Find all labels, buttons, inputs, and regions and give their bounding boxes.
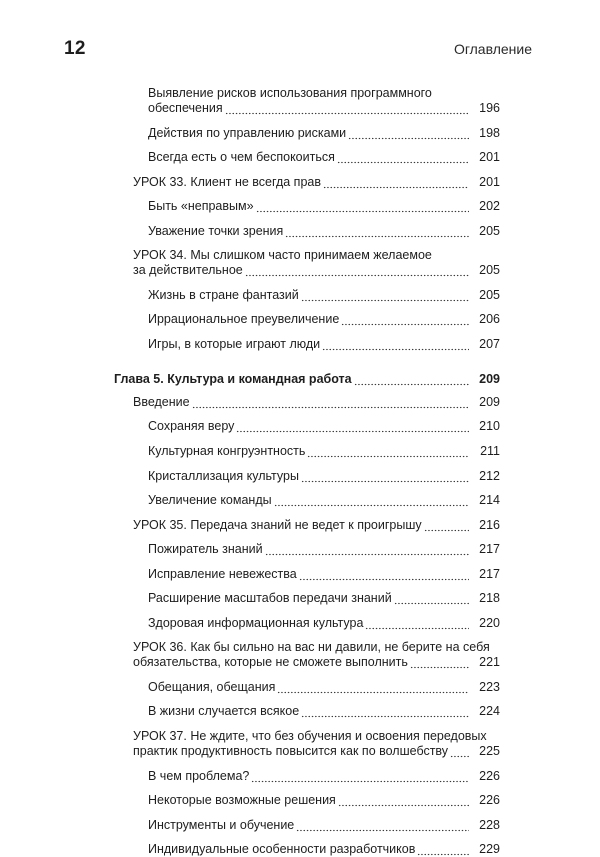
toc-entry-title: В чем проблема? [148, 768, 250, 783]
dot-leader [307, 444, 469, 459]
toc-page-number: 206 [479, 312, 500, 327]
toc-section[interactable] [0, 818, 600, 833]
dot-leader [410, 655, 469, 670]
toc-lesson[interactable] [0, 729, 600, 759]
toc-entry-title: УРОК 36. Как бы сильно на вас ни давили, не берите на себя [133, 640, 490, 655]
dot-leader [417, 842, 469, 857]
toc-entry-title: Инструменты и обучение [148, 817, 295, 832]
toc-entry-title: Расширение масштабов передачи знаний [148, 591, 392, 606]
toc-entry-title: УРОК 35. Передача знаний не ведет к проигрышу [133, 517, 422, 532]
toc-page-number: 218 [479, 591, 500, 606]
toc-entry-title: Жизнь в стране фантазий [148, 287, 299, 302]
toc-entry-title: за действительное [133, 263, 243, 278]
toc-entry-title: практик продуктивность повысится как по волшебству [133, 744, 449, 759]
toc-entry-title: УРОК 34. Мы слишком часто принимаем желаемое [133, 248, 432, 263]
toc-lesson[interactable] [0, 518, 600, 533]
toc-section[interactable] [0, 419, 600, 434]
toc-page-number: 201 [479, 174, 500, 189]
toc-page-number: 210 [479, 419, 500, 434]
dot-leader [341, 312, 469, 327]
toc-page-number: 212 [479, 468, 500, 483]
toc-section[interactable] [0, 493, 600, 508]
toc-page-number: 217 [479, 542, 500, 557]
toc-entry-title: Кристаллизация культуры [148, 468, 299, 483]
dot-leader [296, 818, 469, 833]
toc-page-number: 214 [479, 493, 500, 508]
toc-section[interactable] [0, 288, 600, 303]
toc-page-number: 205 [479, 263, 500, 278]
toc-page-number: 226 [479, 768, 500, 783]
toc-page-number: 226 [479, 793, 500, 808]
toc-page-number: 202 [479, 199, 500, 214]
toc-entry-title: Некоторые возможные решения [148, 793, 336, 808]
toc-page-number: 207 [479, 336, 500, 351]
toc-entry-title: Сохраняя веру [148, 419, 235, 434]
toc-page-number: 228 [479, 817, 500, 832]
dot-leader [285, 224, 469, 239]
dot-leader [394, 591, 469, 606]
toc-section[interactable] [0, 567, 600, 582]
toc-entry-title: Введение [133, 394, 190, 409]
toc-entry-title: Иррациональное преувеличение [148, 312, 340, 327]
toc-section[interactable] [0, 337, 600, 352]
toc-page-number: 224 [479, 704, 500, 719]
toc-entry-title: УРОК 37. Не ждите, что без обучения и освоения передовых [133, 729, 487, 744]
toc-section[interactable] [0, 199, 600, 214]
dot-leader [192, 395, 469, 410]
dot-leader [256, 199, 469, 214]
toc-entry-title: Уважение точки зрения [148, 223, 284, 238]
dot-leader [225, 101, 469, 116]
page-number: 12 [64, 38, 86, 59]
toc-section[interactable] [0, 150, 600, 165]
toc-entry-title: В жизни случается всякое [148, 704, 300, 719]
toc-page-number: 229 [479, 842, 500, 857]
toc-entry-title: Действия по управлению рисками [148, 125, 347, 140]
toc-page-number: 198 [479, 125, 500, 140]
dot-leader [236, 419, 469, 434]
toc-entry-title: УРОК 33. Клиент не всегда прав [133, 174, 322, 189]
toc-page-number: 220 [479, 615, 500, 630]
toc-entry-title: Исправление невежества [148, 566, 297, 581]
toc-entry-title: Игры, в которые играют люди [148, 336, 321, 351]
toc-entry-title: Выявление рисков использования программного [148, 86, 432, 100]
toc-entry-title: Глава 5. Культура и командная работа [114, 371, 352, 386]
toc-lesson[interactable] [0, 175, 600, 190]
toc-section[interactable] [0, 542, 600, 557]
toc-entry-title: Индивидуальные особенности разработчиков [148, 842, 416, 857]
toc-page-number: 217 [479, 566, 500, 581]
dot-leader [365, 616, 469, 631]
toc-entry-title: Культурная конгруэнтность [148, 444, 306, 459]
toc-chapter[interactable] [0, 372, 600, 387]
dot-leader [301, 288, 469, 303]
dot-leader [265, 542, 469, 557]
toc-entry-title: Всегда есть о чем беспокоиться [148, 150, 335, 165]
dot-leader [450, 744, 469, 759]
dot-leader [299, 567, 469, 582]
dot-leader [323, 175, 469, 190]
toc-entry-title: обязательства, которые не сможете выполнить [133, 655, 408, 670]
toc-lesson[interactable] [0, 248, 600, 278]
toc-section[interactable] [0, 616, 600, 631]
dot-leader [322, 337, 469, 352]
toc-section[interactable] [0, 793, 600, 808]
toc-page-number: 225 [479, 744, 500, 759]
dot-leader [274, 493, 469, 508]
toc-entry-title: Быть «неправым» [148, 199, 254, 214]
toc-section[interactable] [0, 680, 600, 695]
toc-section[interactable] [0, 591, 600, 606]
toc-entry-title: обеспечения [148, 101, 223, 115]
dot-leader [354, 372, 469, 387]
toc-section[interactable] [0, 312, 600, 327]
dot-leader [245, 263, 469, 278]
toc-section[interactable] [0, 444, 600, 459]
toc-section[interactable] [0, 842, 600, 857]
toc-entry-title: Обещания, обещания [148, 679, 276, 694]
toc-section[interactable] [0, 126, 600, 141]
dot-leader [301, 704, 469, 719]
toc-section[interactable] [0, 769, 600, 784]
toc-section[interactable] [0, 224, 600, 239]
toc-entry-title: Увеличение команды [148, 493, 272, 508]
toc-section[interactable] [0, 469, 600, 484]
table-of-contents [0, 86, 600, 857]
toc-lesson[interactable] [0, 640, 600, 670]
toc-page-number: 205 [479, 287, 500, 302]
dot-leader [277, 680, 469, 695]
running-head: Оглавление [453, 41, 532, 57]
toc-page-number: 211 [480, 444, 500, 459]
dot-leader [424, 518, 469, 533]
toc-section[interactable] [0, 704, 600, 719]
toc-page-number: 209 [479, 394, 500, 409]
dot-leader [338, 793, 469, 808]
toc-entry-title: Здоровая информационная культура [148, 615, 364, 630]
toc-section[interactable] [0, 86, 600, 116]
toc-entry-title: Пожиратель знаний [148, 542, 263, 557]
dot-leader [251, 769, 469, 784]
toc-page-number: 216 [479, 517, 500, 532]
toc-page-number: 223 [479, 679, 500, 694]
toc-page-number: 196 [479, 101, 500, 115]
dot-leader [348, 126, 469, 141]
dot-leader [301, 469, 469, 484]
toc-page-number: 205 [479, 223, 500, 238]
toc-page-number: 209 [479, 371, 500, 386]
toc-lesson[interactable] [0, 395, 600, 410]
dot-leader [337, 150, 469, 165]
toc-page-number: 201 [479, 150, 500, 165]
toc-page-number: 221 [479, 655, 500, 670]
